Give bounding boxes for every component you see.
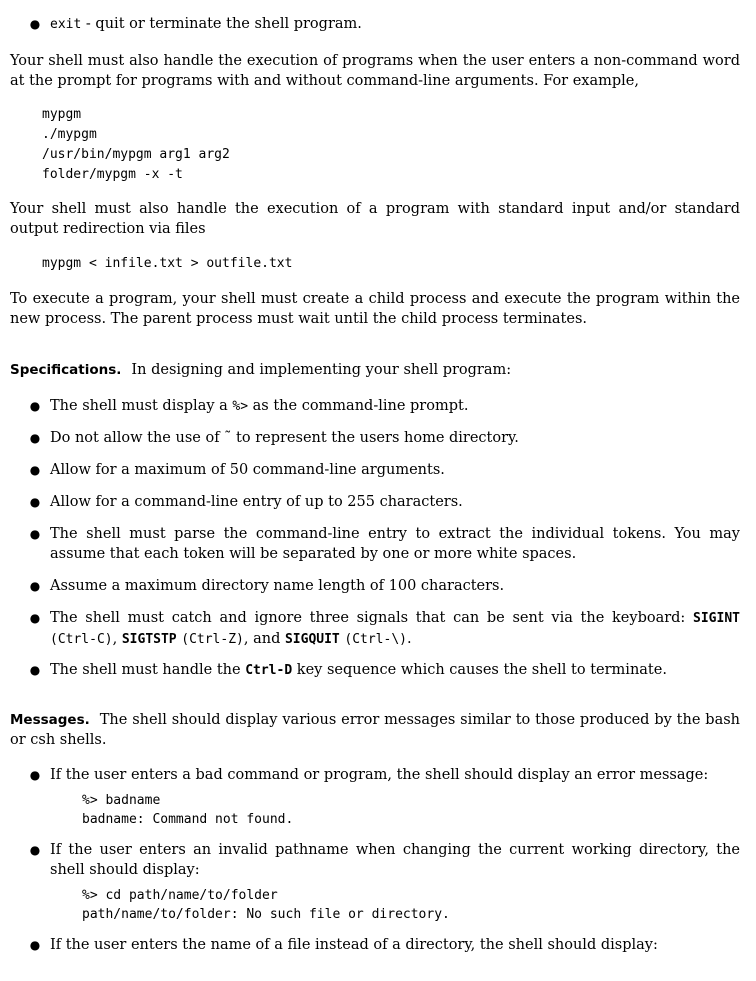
bullet-dot-icon: ● bbox=[29, 768, 41, 782]
code-line: %> badname bbox=[82, 793, 161, 808]
spec-item-text: Assume a maximum directory name length of 100 characters. bbox=[50, 578, 505, 594]
message-item-text: If the user enters a bad command or program, the shell should display an error message: bbox=[50, 767, 709, 783]
text-run: as the command-line prompt. bbox=[248, 398, 469, 414]
message-item-text: If the user enters an invalid pathname when changing the current working directory, the shell should display: bbox=[50, 842, 740, 878]
message-code-block bbox=[82, 886, 450, 924]
key-code: (Ctrl-\) bbox=[344, 632, 407, 647]
signal-code: SIGINT bbox=[693, 611, 740, 626]
bullet-dot-icon: ● bbox=[29, 495, 41, 509]
prompt-code: %> bbox=[232, 399, 249, 414]
text-run: The shell must catch and ignore three signals that can be sent via the keyboard: bbox=[50, 610, 694, 626]
bullet-dot-icon: ● bbox=[29, 938, 41, 952]
code-line: ./mypgm bbox=[42, 127, 97, 142]
code-line: folder/mypgm -x -t bbox=[42, 167, 183, 182]
bullet-dot-icon: ● bbox=[29, 843, 41, 857]
paragraph-redirection: Your shell must also handle the execution of a program with standard input and/or standard output redirection via files bbox=[10, 201, 740, 237]
text-run: key sequence which causes the shell to terminate. bbox=[292, 662, 667, 678]
messages-intro: The shell should display various error messages similar to those produced by the bash or csh shells. bbox=[10, 712, 740, 748]
key-code: (Ctrl-C) bbox=[50, 632, 113, 647]
exit-description: - quit or terminate the shell program. bbox=[81, 16, 362, 32]
text-run: The shell must handle the bbox=[50, 662, 246, 678]
code-line: /usr/bin/mypgm arg1 arg2 bbox=[42, 147, 230, 162]
signal-code: SIGTSTP bbox=[121, 632, 177, 647]
code-line: mypgm bbox=[42, 107, 82, 122]
code-line: %> cd path/name/to/folder bbox=[82, 888, 278, 903]
specifications-heading: Specifications. bbox=[10, 362, 122, 378]
text-run: , and bbox=[243, 631, 285, 647]
key-code: (Ctrl-Z) bbox=[181, 632, 244, 647]
message-item-text: If the user enters the name of a file instead of a directory, the shell should display: bbox=[50, 937, 658, 953]
spec-item-text: Allow for a maximum of 50 command-line arguments. bbox=[50, 462, 445, 478]
specifications-intro: In designing and implementing your shell program: bbox=[131, 362, 512, 378]
spec-item-text: Allow for a command-line entry of up to 255 characters. bbox=[50, 494, 463, 510]
bullet-dot-icon: ● bbox=[29, 527, 41, 541]
example-redirection: mypgm < infile.txt > outfile.txt bbox=[42, 256, 293, 271]
bullet-dot-icon: ● bbox=[29, 579, 41, 593]
messages-section bbox=[10, 710, 740, 750]
message-code-block bbox=[82, 791, 293, 829]
bullet-dot-icon: ● bbox=[29, 611, 41, 625]
signal-code: SIGQUIT bbox=[284, 632, 340, 647]
spec-item-text: The shell must parse the command-line entry to extract the individual tokens. You may assume that each token will be separated by one or more white spaces. bbox=[50, 526, 740, 562]
text-run: The shell must display a bbox=[50, 398, 233, 414]
spec-item-text: Do not allow the use of ˜ to represent the users home directory. bbox=[50, 430, 519, 446]
bullet-dot-icon: ● bbox=[29, 17, 41, 31]
key-code: Ctrl-D bbox=[245, 663, 293, 678]
bullet-dot-icon: ● bbox=[29, 663, 41, 677]
code-line: path/name/to/folder: No such file or directory. bbox=[82, 907, 450, 922]
paragraph-non-command: Your shell must also handle the execution of programs when the user enters a non-command word at the prompt for programs with and without command-line arguments. For example, bbox=[10, 53, 740, 89]
exit-command: exit bbox=[50, 17, 82, 32]
bullet-dot-icon: ● bbox=[29, 399, 41, 413]
example-programs bbox=[42, 105, 230, 185]
code-line: badname: Command not found. bbox=[82, 812, 294, 827]
messages-heading: Messages. bbox=[10, 712, 90, 728]
bullet-dot-icon: ● bbox=[29, 431, 41, 445]
paragraph-child-process: To execute a program, your shell must create a child process and execute the program within the new process. The parent process must wait until the child process terminates. bbox=[10, 291, 740, 327]
document-page: ● exit - quit or terminate the shell program. Your shell must also handle the execution of programs when the user enters a non-command word at the prompt for programs with and without command-line arguments. For example, mypgm ./mypgm /usr/bin/mypgm arg1 arg2 folder/mypgm -x -t Your shell must also handle the execution of a program with standard input and/or standard output redirection via files mypgm < infile.txt > outfile.txt To execute a program, your shell must create a child process and execute the program within the new process. The parent process must wait until the child process terminates. Specifications. In designing and implementing your shell program: ● The shell must display a %> as the command-line prompt. ● Do not allow the use of ˜ to represent the users home directory. ● Allow for a maximum of 50 command-line arguments. ● Allow for a command-line entry of up to 255 characters. ● The shell must parse the command-line entry to extract the individual tokens. You may assume that each token will be separated by one or more white spaces. ● Assume a maximum directory name length of 100 characters. ● The shell must catch and ignore three signals that can be sent via the keyboard: SIGINT (Ctrl-C), SIGTSTP (Ctrl-Z), and SIGQUIT (Ctrl-\). ● The shell must handle the Ctrl-D key sequence which causes the shell to terminate. Messages. The shell should display various error messages similar to those produced by the bash or csh shells. ● If the user enters a bad command or program, the shell should display an error message: %> badname badname: Command not found. ● If the user enters an invalid pathname when changing the current working directory, the shell should display: %> cd path/name/to/folder path/name/to/folder: No such file or directory. ● If the user enters the name of a file instead of a directory, the shell should display: bbox=[10, 16, 740, 953]
specifications-section bbox=[10, 360, 740, 380]
bullet-dot-icon: ● bbox=[29, 463, 41, 477]
